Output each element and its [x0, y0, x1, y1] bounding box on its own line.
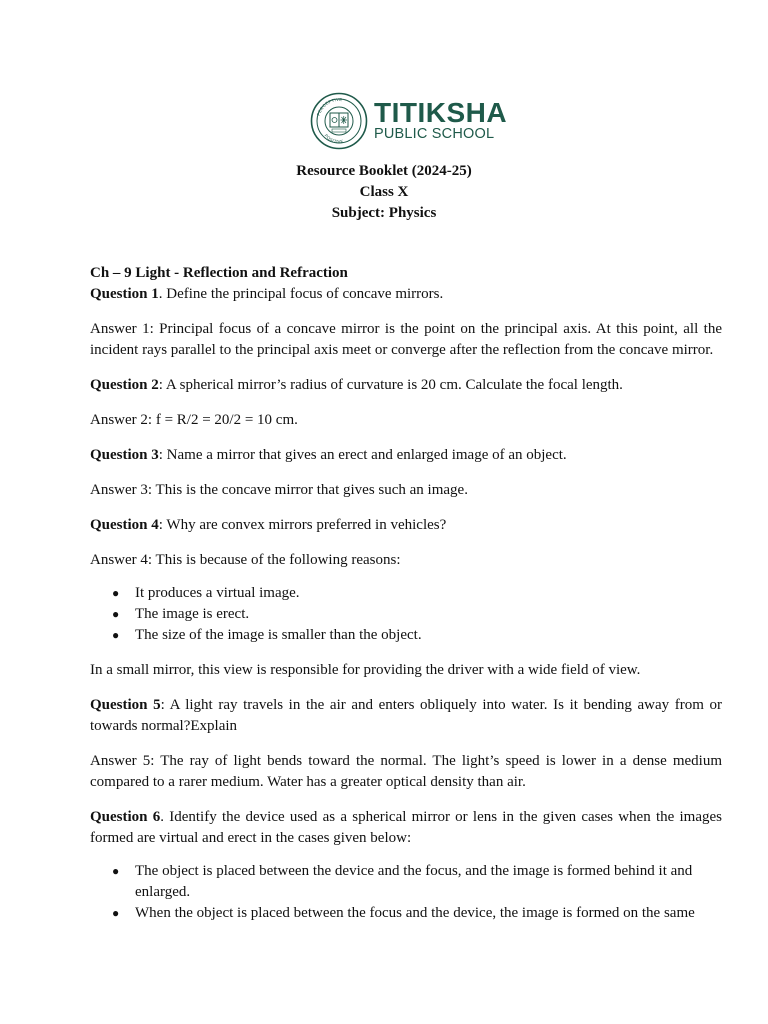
document-body: [90, 263, 722, 924]
seal-text-bottom: POSITIVE: [323, 132, 344, 145]
list-item: ● It produces a virtual image.: [90, 583, 722, 604]
bullet-icon: ●: [112, 586, 120, 600]
question-label: Question 2: [90, 377, 159, 393]
school-name-line1: TITIKSHA: [374, 97, 508, 128]
question-6: [90, 807, 722, 849]
question-label: Question 3: [90, 447, 159, 463]
school-name: [374, 99, 507, 143]
question-1: [90, 284, 722, 305]
question-label: Question 1: [90, 286, 159, 302]
question-2: [90, 375, 722, 396]
list-item: ● The object is placed between the device and the focus, and the image is formed behind it and enlarged.: [112, 863, 693, 900]
question-6-list: [90, 861, 722, 924]
subject-label: Subject: Physics: [331, 205, 437, 221]
question-text: : Name a mirror that gives an erect and enlarged image of an object.: [158, 447, 567, 463]
answer-4: Answer 4: This is because of the following reasons:: [90, 552, 401, 568]
seal-text-top: PERCEPTIVE: [315, 96, 343, 117]
question-text: . Define the principal focus of concave mirrors.: [158, 286, 444, 302]
answer-2: Answer 2: f = R/2 = 20/2 = 10 cm.: [90, 412, 298, 428]
school-logo: [310, 92, 507, 150]
question-label: Question 5: [90, 697, 161, 713]
list-item: ● When the object is placed between the focus and the device, the image is formed on the same: [90, 903, 722, 924]
booklet-header: [0, 161, 768, 224]
question-label: Question 6: [90, 809, 161, 825]
bullet-icon: ●: [112, 607, 120, 621]
answer-1: Answer 1: Principal focus of a concave mirror is the point on the principal axis. At this point, all the incident rays parallel to the principal axis meet or converge after the reflection from the concave mirror.: [90, 321, 722, 358]
question-5: [90, 695, 722, 737]
chapter-heading: Ch – 9 Light - Reflection and Refraction: [90, 265, 348, 281]
answer-5: Answer 5: The ray of light bends toward the normal. The light’s speed is lower in a dense medium compared to a rarer medium. Water has a greater optical density than air.: [90, 753, 722, 790]
list-item: ● The image is erect.: [90, 604, 722, 625]
bullet-icon: ●: [112, 906, 120, 920]
class-label: Class X: [359, 184, 409, 200]
bullet-icon: ●: [112, 864, 120, 878]
question-text: : A spherical mirror’s radius of curvature is 20 cm. Calculate the focal length.: [158, 377, 623, 393]
list-item: ● The size of the image is smaller than the object.: [90, 625, 722, 646]
bullet-icon: ●: [112, 628, 120, 642]
school-seal-icon: [310, 92, 368, 150]
school-name-line2: PUBLIC SCHOOL: [374, 126, 495, 142]
question-4: [90, 515, 722, 536]
question-label: Question 4: [90, 517, 159, 533]
answer-4-list: [90, 583, 722, 646]
answer-4-note: In a small mirror, this view is responsible for providing the driver with a wide field of view.: [90, 662, 641, 678]
question-text: . Identify the device used as a spherical mirror or lens in the given cases when the images formed are virtual and erect in the cases given below:: [90, 809, 722, 846]
answer-3: Answer 3: This is the concave mirror that gives such an image.: [90, 482, 468, 498]
question-text: : Why are convex mirrors preferred in vehicles?: [158, 517, 447, 533]
booklet-title: Resource Booklet (2024-25): [296, 163, 472, 179]
question-3: [90, 445, 722, 466]
question-text: : A light ray travels in the air and enters obliquely into water. Is it bending away from or towards normal?Explain: [90, 697, 722, 734]
